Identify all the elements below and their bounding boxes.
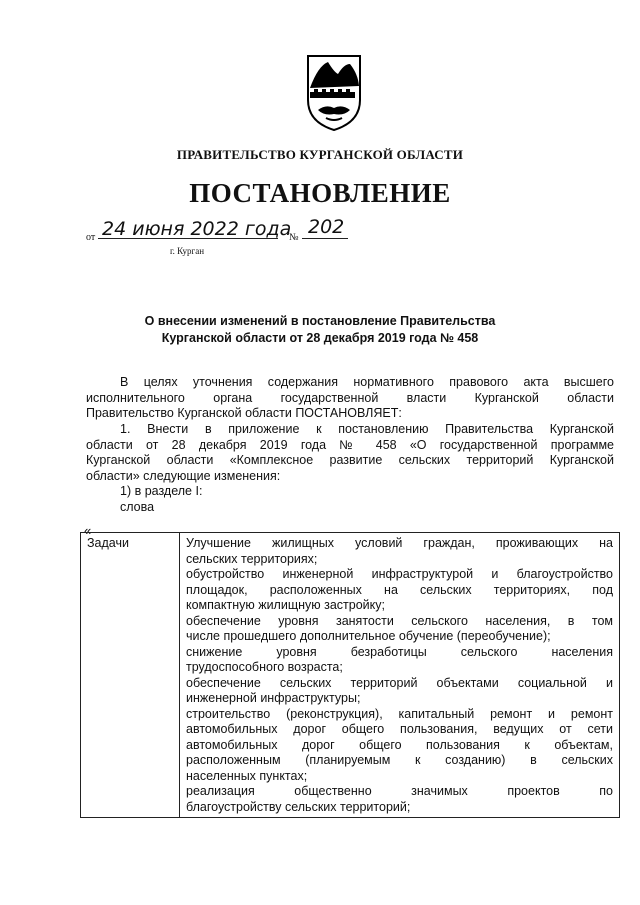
- task-item-line: трудоспособного возраста;: [186, 660, 343, 674]
- date-prefix: от: [86, 232, 96, 243]
- preamble-paragraph: [86, 375, 614, 422]
- quote-open: «: [84, 523, 92, 538]
- task-item-line: реализация общественно значимых проектов по: [186, 784, 613, 798]
- task-item-line: компактную жилищную застройку;: [186, 598, 385, 612]
- item-1-line-3: Курганской области «Комплексное развитие сельских территорий Курганской: [86, 453, 614, 467]
- document-subject: [0, 313, 640, 347]
- date-handwritten: 24 июня 2022 года: [102, 218, 292, 240]
- item-1-paragraph: [86, 422, 614, 484]
- number-prefix: №: [289, 232, 299, 243]
- task-item-line: автомобильных дорог общего пользования к объектам,: [186, 737, 613, 752]
- preamble-line-1: В целях уточнения содержания нормативного правового акта высшего: [120, 375, 614, 389]
- task-item: [186, 784, 613, 815]
- task-item: [186, 676, 613, 707]
- government-name: ПРАВИТЕЛЬСТВО КУРГАНСКОЙ ОБЛАСТИ: [176, 147, 464, 162]
- task-item-line: обустройство инженерной инфраструктурой и благоустройство: [186, 567, 613, 581]
- task-item-line: числе прошедшего дополнительное обучение (переобучение);: [186, 629, 551, 643]
- item-1-line-4: области» следующие изменения:: [86, 468, 281, 483]
- item-1-line-2: области от 28 декабря 2019 года № 458 «О государственной программе: [86, 437, 614, 452]
- task-item-line: расположенным (планируемым к созданию) в сельских: [186, 753, 613, 767]
- words-label: слова: [120, 500, 155, 514]
- task-item-line: снижение уровня безработицы сельского населения: [186, 644, 613, 659]
- task-item-line: обеспечение уровня занятости сельского населения, в том: [186, 613, 613, 628]
- preamble-line-3: Правительство Курганской области ПОСТАНОВЛЯЕТ:: [86, 406, 402, 420]
- task-item-line: строительство (реконструкция), капитальный ремонт и ремонт: [186, 706, 613, 721]
- task-item: [186, 536, 613, 567]
- task-item-line: населенных пунктах;: [186, 768, 308, 783]
- subitem-1: 1) в разделе I:: [120, 484, 203, 498]
- subject-line-1: О внесении изменений в постановление Правительства: [144, 314, 496, 328]
- task-item-line: обеспечение сельских территорий объектами социальной и: [186, 675, 613, 690]
- tasks-table: [80, 532, 620, 818]
- number-underline: [302, 238, 348, 239]
- table-content-cell: [180, 533, 620, 818]
- document-type-title: ПОСТАНОВЛЕНИЕ: [189, 178, 451, 208]
- task-item-line: сельских территориях;: [186, 551, 318, 566]
- preamble-line-2: исполнительного органа государственной власти Курганской области: [86, 390, 614, 405]
- task-item: [186, 567, 613, 614]
- task-item-line: Улучшение жилищных условий граждан, проживающих на: [186, 536, 613, 550]
- task-item: [186, 614, 613, 645]
- task-item-line: инженерной инфраструктуры;: [186, 691, 361, 705]
- table-row: [81, 533, 620, 818]
- number-handwritten: 202: [308, 216, 345, 238]
- city-name: г. Курган: [170, 246, 205, 256]
- task-item-line: автомобильных дорог общего пользования, ведущих от сети: [186, 722, 613, 736]
- item-1-line-1: 1. Внести в приложение к постановлению Правительства Курганской: [120, 422, 614, 436]
- subject-line-2: Курганской области от 28 декабря 2019 года № 458: [161, 331, 479, 345]
- task-item-line: площадок, расположенных на сельских территориях, под: [186, 582, 613, 597]
- table-label-cell: Задачи: [81, 533, 180, 818]
- task-item: [186, 645, 613, 676]
- task-item-line: благоустройству сельских территорий;: [186, 799, 411, 814]
- date-number-line: [86, 216, 366, 248]
- task-item: [186, 707, 613, 785]
- coat-of-arms-emblem: [304, 52, 364, 132]
